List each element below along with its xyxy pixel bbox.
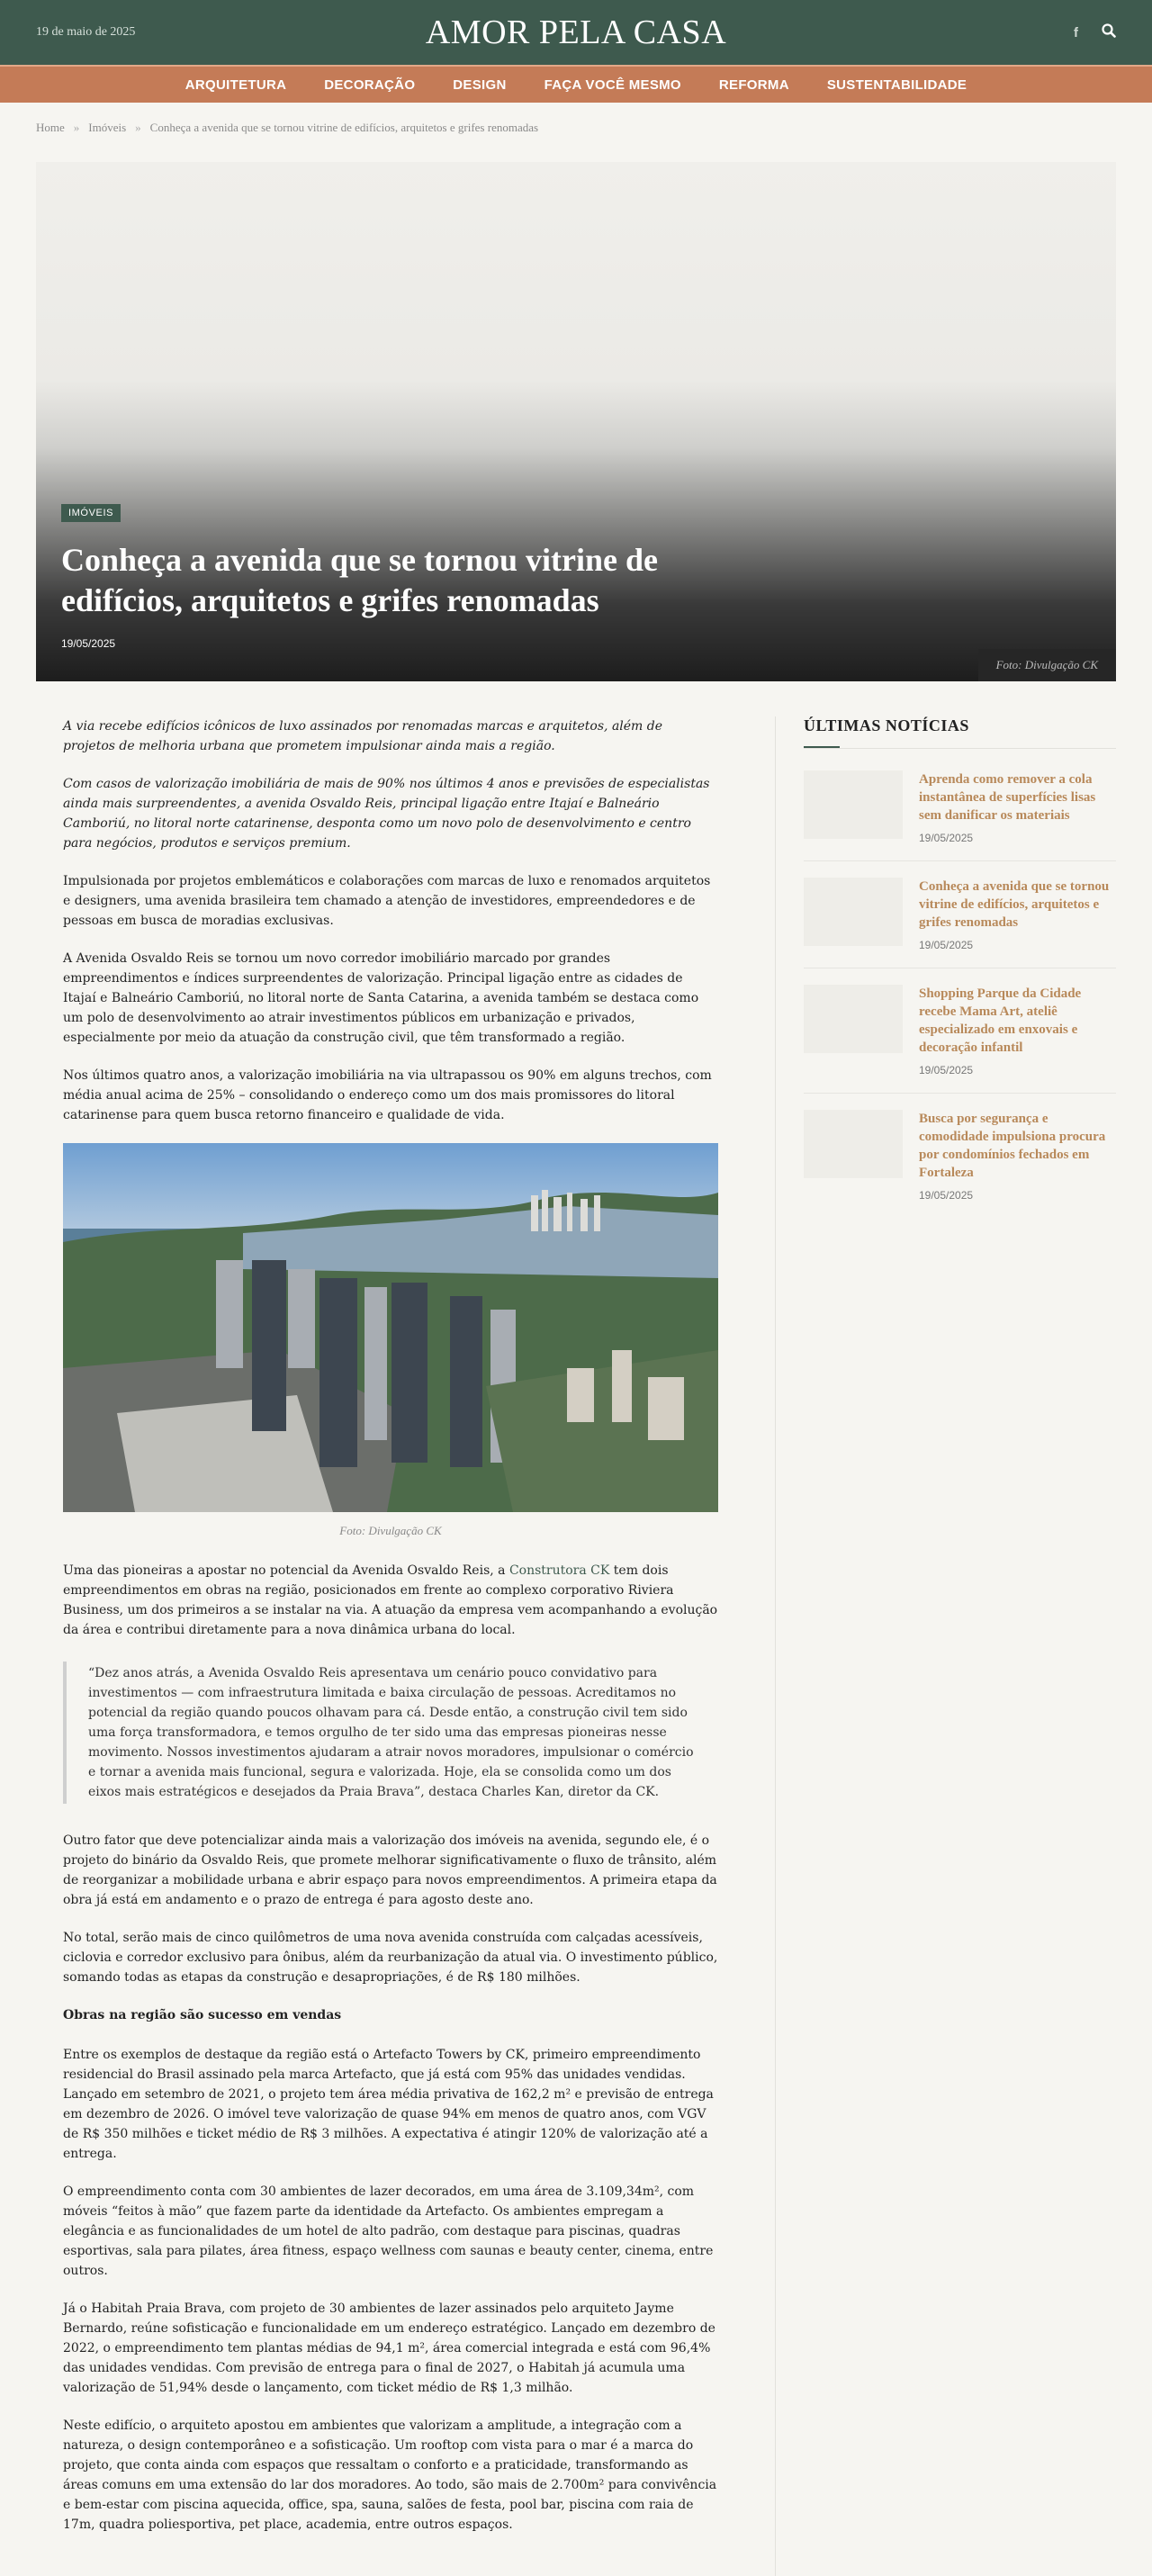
article-lead: A via recebe edifícios icônicos de luxo assinados por renomadas marcas e arquitetos, além de projetos de melhoria urbana que prometem impulsionar ainda mais a região. [63,719,663,753]
breadcrumb-separator-icon: » [73,121,80,134]
column-divider [775,716,776,2576]
main-nav [0,65,1152,103]
breadcrumb-current: Conheça a avenida que se tornou vitrine de edifícios, arquitetos e grifes renomadas [149,121,539,134]
article-paragraph: O empreendimento conta com 30 ambientes de lazer decorados, em uma área de 3.109,34m², com móveis “feitos à mão” que fazem parte da identidade da Artefacto. Os ambientes empregam a elegância e as funcionalidades de um hotel de alto padrão, com destaque para piscinas, quadras esportivas, sala para pilates, área fitness, espaço wellness com saunas e beauty center, cinema, entre outros. [63,2184,714,2278]
news-item[interactable] [804,1110,1116,1218]
news-date: 19/05/2025 [919,939,974,951]
nav-item-reforma[interactable]: REFORMA [718,77,789,93]
publish-date: 19/05/2025 [61,637,116,650]
nav-item-arquitetura[interactable]: ARQUITETURA [184,77,287,93]
article-paragraph: Entre os exemplos de destaque da região está o Artefacto Towers by CK, primeiro empreendimento residencial do Brasil assinado pela marca Artefacto, que já está com 95% das unidades vendidas. Lançado em setembro de 2021, o projeto tem área média privativa de 162,2 m² e previsão de entrega em dezembro de 2026. O imóvel teve valorização de quase 94% em menos de quatro anos, com VGV de R$ 350 milhões e ticket médio de R$ 3 milhões. A expectativa é atingir 120% de valorização até a entrega. [63,2048,714,2161]
news-thumbnail[interactable] [804,985,903,1053]
news-item[interactable] [804,985,1116,1094]
page-title: Conheça a avenida que se tornou vitrine de edifícios, arquitetos e grifes renomadas [61,542,659,618]
breadcrumb-separator-icon: » [135,121,141,134]
news-date: 19/05/2025 [919,1064,974,1076]
facebook-icon[interactable]: f [1074,24,1078,41]
paragraph-text: Uma das pioneiras a apostar no potencial da Avenida Osvaldo Reis, a [63,1563,509,1578]
article-paragraph: No total, serão mais de cinco quilômetros de uma nova avenida construída com calçadas acessíveis, ciclovia e corredor exclusivo para ônibus, além da reurbanização da atual via. O investimento público, somando todas as etapas da construção e desapropriações, é de R$ 180 milhões. [63,1931,718,1985]
news-thumbnail[interactable] [804,1110,903,1178]
news-title[interactable]: Shopping Parque da Cidade recebe Mama Art, ateliê especializado em enxovais e decoração infantil [919,986,1082,1055]
sidebar-rule [804,748,1116,749]
header-date: 19 de maio de 2025 [36,25,136,39]
photo-caption: Foto: Divulgação CK [339,1524,442,1537]
article-paragraph: Impulsionada por projetos emblemáticos e colaborações com marcas de luxo e renomados arquitetos e designers, uma avenida brasileira tem chamado a atenção de investidores, empreendedores e de pessoas em busca de moradias exclusivas. [63,874,711,928]
top-header [0,0,1152,65]
nav-item-design[interactable]: DESIGN [453,77,507,93]
sidebar-heading: ÚLTIMAS NOTÍCIAS [804,716,1116,748]
news-date: 19/05/2025 [919,1189,974,1202]
news-title[interactable]: Aprenda como remover a cola instantânea de superfícies lisas sem danificar os materiais [919,772,1096,823]
nav-item-faca-voce-mesmo[interactable]: FAÇA VOCÊ MESMO [544,77,681,93]
news-title[interactable]: Busca por segurança e comodidade impulsiona procura por condomínios fechados em Fortaleza [919,1112,1106,1180]
hero-photo-credit: Foto: Divulgação CK [978,649,1116,681]
pull-quote: “Dez anos atrás, a Avenida Osvaldo Reis apresentava um cenário pouco convidativo para investimentos — com infraestrutura limitada e baixa circulação de pessoas. Acreditamos no potencial da região quando poucos olhavam para cá. Desde então, a construção civil tem sido uma força transformadora, e temos orgulho de ter sido uma das empresas pioneiras nesse movimento. Nossos investimentos ajudaram a atrair novos moradores, impulsionar o comércio e tornar a avenida mais funcional, segura e valorizada. Hoje, ela se consolida como um dos eixos mais estratégicos e desejados da Praia Brava”, destaca Charles Kan, diretor da CK. [63,1662,718,1804]
nav-item-decoracao[interactable]: DECORAÇÃO [324,77,416,93]
construtora-ck-link[interactable]: Construtora CK [508,1563,610,1578]
article-paragraph: Neste edifício, o arquiteto apostou em ambientes que valorizam a amplitude, a integração com a natureza, o design contemporâneo e a sofisticação. Um rooftop com vista para o mar é a marca do projeto, que conta ainda com espaços que ressaltam o conforto e a praticidade, transformando as áreas comuns em uma extensão do lar dos moradores. Ao todo, são mais de 2.700m² para convivência e bem-estar com piscina aquecida, office, spa, sauna, salões de festa, pool bar, piscina com raia de 17m, quadra poliesportiva, pet place, academia, entre outros espaços. [63,2418,717,2532]
news-thumbnail[interactable] [804,878,903,946]
category-badge[interactable]: IMÓVEIS [61,504,121,522]
nav-item-sustentabilidade[interactable]: SUSTENTABILIDADE [826,77,968,93]
news-date: 19/05/2025 [919,832,974,844]
header-icons [1074,23,1116,41]
news-thumbnail[interactable] [804,770,903,839]
hero-banner [36,162,1116,681]
breadcrumb-home[interactable]: Home [36,121,65,134]
article-lead-2: Com casos de valorização imobiliária de mais de 90% nos últimos 4 anos e previsões de especialistas ainda mais surpreendentes, a avenida Osvaldo Reis, principal ligação entre Itajaí e Balneário Camboriú, no litoral norte catarinense, desponta como um novo polo de desenvolvimento e centro para negócios, produtos e serviços premium. [63,777,710,851]
news-title[interactable]: Conheça a avenida que se tornou vitrine de edifícios, arquitetos e grifes renomadas [919,879,1110,930]
article-paragraph: Já o Habitah Praia Brava, com projeto de 30 ambientes de lazer assinados pelo arquiteto Jayme Bernardo, reúne sofisticação e funcionalidade em um endereço estratégico. Lançado em dezembro de 2022, o empreendimento tem plantas médias de 94,1 m², área comercial integrada e está com 96,4% das unidades vendidas. Com previsão de entrega para o final de 2027, o Habitah já acumula uma valorização de 51,94% desde o lançamento, com ticket médio de R$ 1,3 milhão. [63,2301,716,2395]
breadcrumb-section[interactable]: Imóveis [88,121,127,134]
article-paragraph [63,1561,718,1640]
sidebar-latest-news [804,716,1116,1234]
aerial-city-image [63,1143,718,1512]
article-paragraph: A Avenida Osvaldo Reis se tornou um novo corredor imobiliário marcado por grandes empreendimentos e índices surpreendentes de valorização. Principal ligação entre as cidades de Itajaí e Balneário Camboriú, no litoral norte de Santa Catarina, a avenida também se destaca como um polo de desenvolvimento ao atrair investimentos públicos em urbanização e privados, especialmente por meio da atuação da construção civil, que têm transformado a região. [63,951,699,1045]
article-paragraph: Outro fator que deve potencializar ainda mais a valorização dos imóveis na avenida, segundo ele, é o projeto do binário da Osvaldo Reis, que promete melhorar significativamente o fluxo de trânsito, além de reorganizar a mobilidade urbana e abrir espaço para novos empreendimentos. A primeira etapa da obra já está em andamento e o prazo de entrega é para agosto deste ano. [63,1833,717,1907]
news-item[interactable] [804,770,1116,861]
section-heading: Obras na região são sucesso em vendas [63,2008,342,2022]
news-item[interactable] [804,878,1116,968]
paragraph-text: tem dois empreendimentos em obras na região, posicionados em frente ao complexo corporativo Riviera Business, um dos primeiros a se instalar na via. A atuação da empresa vem acompanhando a evolução da área e contribui diretamente para a nova dinâmica urbana do local. [63,1563,718,1637]
article-paragraph: Nos últimos quatro anos, a valorização imobiliária na via ultrapassou os 90% em alguns trechos, com média anual acima de 25% – consolidando o endereço como um dos mais promissores do litoral catarinense para quem busca retorno financeiro e qualidade de vida. [63,1068,712,1122]
article-body [63,716,718,2553]
breadcrumb [0,103,1152,153]
article-photo [63,1143,718,1512]
site-logo[interactable]: AMOR PELA CASA [425,14,727,51]
search-icon[interactable] [1102,23,1116,41]
